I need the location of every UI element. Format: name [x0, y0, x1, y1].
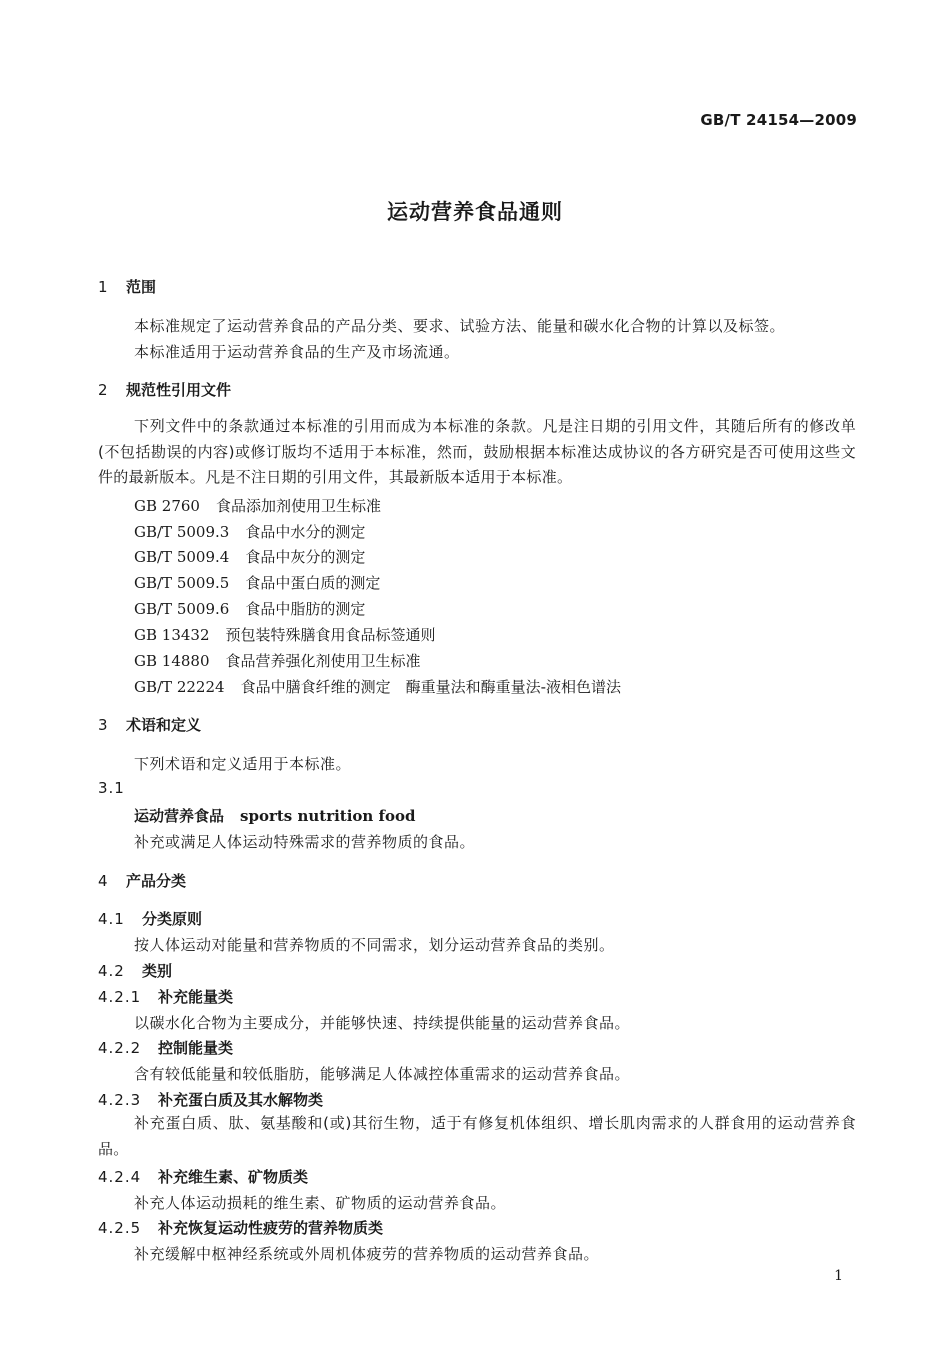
clause-4-2-heading: [98, 960, 172, 981]
clause-4-2-4-heading: [98, 1166, 308, 1187]
clause-title: 分类原则: [142, 910, 203, 928]
paragraph: 下列文件中的条款通过本标准的引用而成为本标准的条款。凡是注日期的引用文件，其随后所有的修改单(不包括勘误的内容)或修订版均不适用于本标准，然而，鼓励根据本标准达成协议的各方研究是否可使用这些文件的最新版本。凡是不注日期的引用文件，其最新版本适用于本标准。: [98, 417, 856, 486]
reference-code: GB 13432: [134, 626, 210, 644]
paragraph: 以碳水化合物为主要成分，并能够快速、持续提供能量的运动营养食品。: [134, 1014, 631, 1032]
reference-title: 食品营养强化剂使用卫生标准: [225, 652, 421, 670]
clause-title: 补充恢复运动性疲劳的营养物质类: [158, 1219, 384, 1237]
section-number: 3: [98, 716, 108, 734]
clause-title: 补充维生素、矿物质类: [158, 1168, 309, 1186]
clause-title: 补充能量类: [158, 988, 234, 1006]
section-title: 术语和定义: [126, 716, 202, 734]
clause-number: 4.2.1: [98, 988, 142, 1006]
term-chinese: 运动营养食品: [134, 807, 225, 825]
clause-number: 4.2.3: [98, 1091, 142, 1109]
section-number: 4: [98, 872, 108, 890]
reference-code: GB/T 22224: [134, 678, 225, 696]
section-2-heading: [98, 379, 231, 400]
section-title: 产品分类: [126, 872, 187, 890]
clause-title: 控制能量类: [158, 1039, 234, 1057]
reference-title: 食品中灰分的测定: [245, 548, 366, 566]
reference-code: GB/T 5009.5: [134, 574, 230, 592]
paragraph: 按人体运动对能量和营养物质的不同需求，划分运动营养食品的类别。: [134, 936, 615, 954]
section-title: 范围: [126, 278, 157, 296]
document-title: 运动营养食品通则: [387, 200, 563, 224]
reference-code: GB/T 5009.6: [134, 600, 230, 618]
paragraph: 本标准适用于运动营养食品的生产及市场流通。: [134, 343, 460, 361]
reference-code: GB 14880: [134, 652, 210, 670]
section-3-heading: [98, 714, 201, 735]
section-title: 规范性引用文件: [126, 381, 232, 399]
reference-code: GB 2760: [134, 497, 200, 515]
reference-code: GB/T 5009.3: [134, 523, 230, 541]
section-1-heading: [98, 276, 156, 297]
paragraph: 下列术语和定义适用于本标准。: [134, 755, 352, 773]
section-number: 1: [98, 278, 108, 296]
clause-4-2-1-heading: [98, 986, 233, 1007]
paragraph: 补充蛋白质、肽、氨基酸和(或)其衍生物，适于有修复机体组织、增长肌肉需求的人群食用的运动营养食品。: [98, 1114, 856, 1158]
clause-number: 4.2.5: [98, 1219, 142, 1237]
clause-number: 4.2: [98, 962, 125, 980]
reference-item: [134, 650, 421, 671]
paragraph: 本标准规定了运动营养食品的产品分类、要求、试验方法、能量和碳水化合物的计算以及标签。: [134, 317, 786, 335]
reference-item: [134, 521, 365, 542]
reference-title: 食品中膳食纤维的测定 酶重量法和酶重量法-液相色谱法: [240, 678, 621, 696]
clause-number: 4.1: [98, 910, 125, 928]
clause-4-2-3-heading: [98, 1089, 323, 1110]
term-definition: 补充或满足人体运动特殊需求的营养物质的食品。: [134, 833, 476, 851]
paragraph: 含有较低能量和较低脂肪，能够满足人体减控体重需求的运动营养食品。: [134, 1065, 631, 1083]
reference-title: 食品中蛋白质的测定: [245, 574, 381, 592]
standard-number: GB/T 24154—2009: [700, 111, 857, 129]
reference-title: 预包装特殊膳食用食品标签通则: [225, 626, 436, 644]
reference-item: [134, 546, 365, 567]
term-number: 3.1: [98, 779, 125, 797]
reference-code: GB/T 5009.4: [134, 548, 230, 566]
clause-4-2-2-heading: [98, 1037, 233, 1058]
reference-title: 食品中脂肪的测定: [245, 600, 366, 618]
reference-item: [134, 572, 380, 593]
reference-item: [134, 624, 436, 645]
section-4-heading: [98, 870, 186, 891]
term-english: sports nutrition food: [240, 807, 416, 825]
paragraph: 补充缓解中枢神经系统或外周机体疲劳的营养物质的运动营养食品。: [134, 1245, 600, 1263]
reference-title: 食品中水分的测定: [245, 523, 366, 541]
page-number: 1: [834, 1268, 843, 1284]
paragraph: 补充人体运动损耗的维生素、矿物质的运动营养食品。: [134, 1194, 507, 1212]
section-number: 2: [98, 381, 108, 399]
reference-item: [134, 598, 365, 619]
clause-number: 4.2.4: [98, 1168, 142, 1186]
clause-title: 补充蛋白质及其水解物类: [158, 1091, 324, 1109]
reference-item: [134, 676, 621, 697]
clause-4-1-heading: [98, 908, 202, 929]
clause-title: 类别: [142, 962, 173, 980]
reference-item: [134, 495, 381, 516]
reference-title: 食品添加剂使用卫生标准: [215, 497, 381, 515]
clause-number: 4.2.2: [98, 1039, 142, 1057]
term-entry: [134, 805, 416, 826]
clause-4-2-5-heading: [98, 1217, 383, 1238]
